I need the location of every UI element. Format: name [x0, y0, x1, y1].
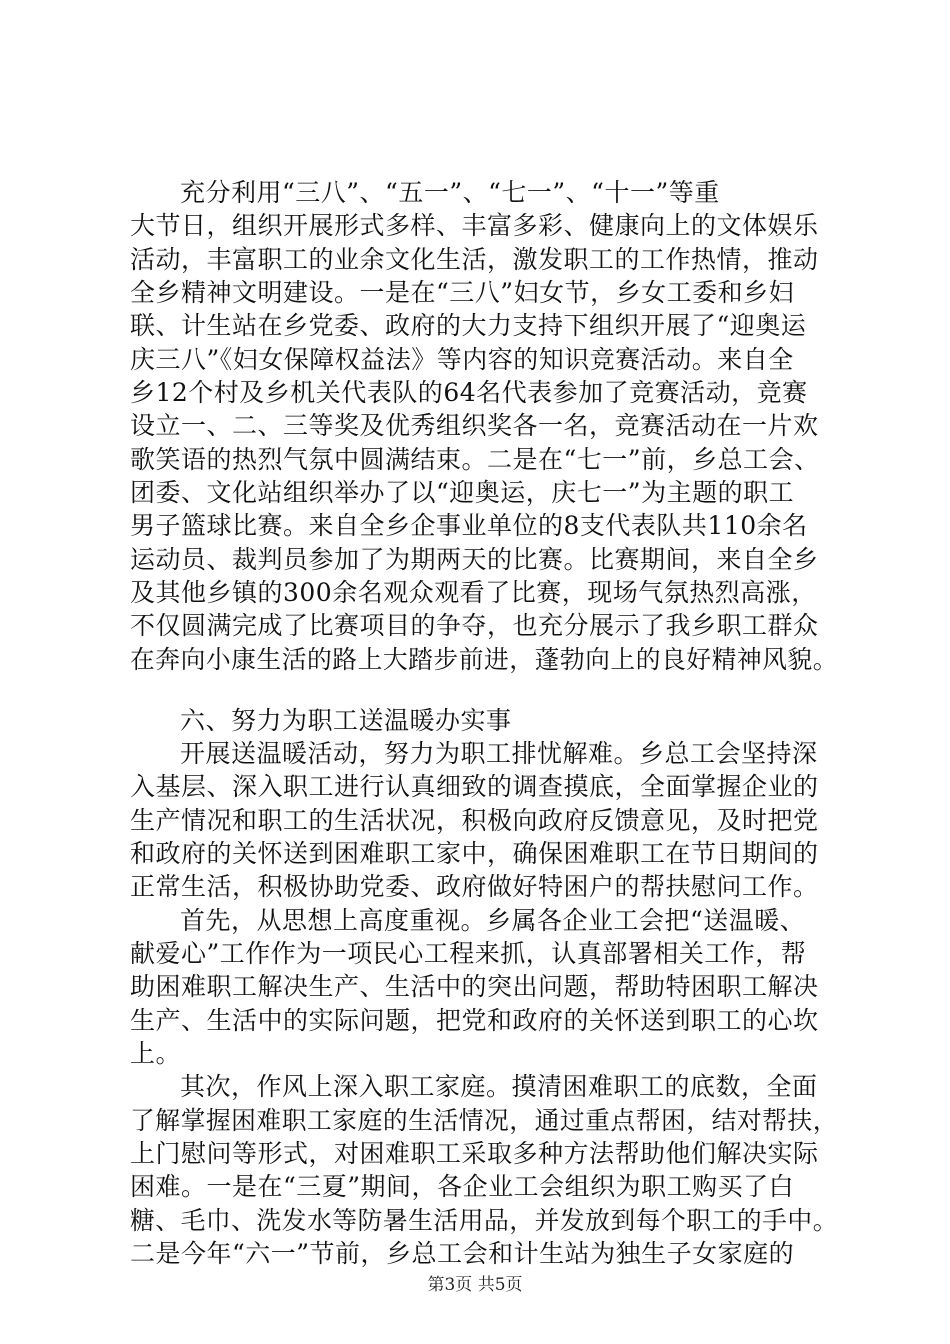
paragraph-line: 运动员、裁判员参加了为期两天的比赛。比赛期间，来自全乡: [130, 545, 819, 574]
paragraph-line: 充分利用“三八”、“五一”、“七一”、“十一”等重: [180, 178, 720, 207]
paragraph-line: 大节日，组织开展形式多样、丰富多彩、健康向上的文体娱乐: [130, 211, 819, 240]
paragraph-line: 联、计生站在乡党委、政府的大力支持下组织开展了“迎奥运: [130, 311, 807, 340]
paragraph-line: 生产、生活中的实际问题，把党和政府的关怀送到职工的心坎: [130, 1006, 819, 1035]
paragraph-line: 正常生活，积极协助党委、政府做好特困户的帮扶慰问工作。: [130, 872, 819, 901]
section-heading: 六、努力为职工送温暖办实事: [180, 706, 512, 735]
paragraph-line: 乡12个村及乡机关代表队的64名代表参加了竞赛活动，竞赛: [130, 378, 808, 407]
paragraph-line: 其次，作风上深入职工家庭。摸清困难职工的底数，全面: [180, 1072, 818, 1101]
paragraph-line: 糖、毛巾、洗发水等防暑生活用品，并发放到每个职工的手中。: [130, 1206, 839, 1235]
paragraph-line: 上门慰问等形式，对困难职工采取多种方法帮助他们解决实际: [130, 1139, 819, 1168]
paragraph-line: 开展送温暖活动，努力为职工排忧解难。乡总工会坚持深: [180, 739, 818, 768]
paragraph-line: 入基层、深入职工进行认真细致的调查摸底，全面掌握企业的: [130, 772, 819, 801]
paragraph-line: 设立一、二、三等奖及优秀组织奖各一名，竞赛活动在一片欢: [130, 411, 819, 440]
paragraph-line: 困难。一是在“三夏”期间，各企业工会组织为职工购买了白: [130, 1172, 795, 1201]
paragraph-line: 庆三八”《妇女保障权益法》等内容的知识竞赛活动。来自全: [130, 345, 794, 374]
paragraph-line: 献爱心”工作作为一项民心工程来抓，认真部署相关工作，帮: [130, 939, 807, 968]
paragraph-line: 活动，丰富职工的业余文化生活，激发职工的工作热情，推动: [130, 245, 819, 274]
paragraph-line: 了解掌握困难职工家庭的生活情况，通过重点帮困，结对帮扶，: [130, 1106, 839, 1135]
paragraph-line: 助困难职工解决生产、生活中的突出问题，帮助特困职工解决: [130, 972, 819, 1001]
paragraph-line: 男子篮球比赛。来自全乡企事业单位的8支代表队共110余名: [130, 511, 808, 540]
paragraph-line: 二是今年“六一”节前，乡总工会和计生站为独生子女家庭的: [130, 1239, 795, 1268]
paragraph-line: 团委、文化站组织举办了以“迎奥运，庆七一”为主题的职工: [130, 478, 795, 507]
paragraph-line: 和政府的关怀送到困难职工家中，确保困难职工在节日期间的: [130, 839, 819, 868]
paragraph-line: 及其他乡镇的300余名观众观看了比赛，现场气氛热烈高涨，: [130, 578, 817, 607]
paragraph-line: 在奔向小康生活的路上大踏步前进，蓬勃向上的良好精神风貌。: [130, 645, 839, 674]
paragraph-line: 不仅圆满完成了比赛项目的争夺，也充分展示了我乡职工群众: [130, 611, 819, 640]
paragraph-line: 歌笑语的热烈气氛中圆满结束。二是在“七一”前，乡总工会、: [130, 445, 820, 474]
paragraph-line: 上。: [130, 1039, 182, 1068]
paragraph-line: 全乡精神文明建设。一是在“三八”妇女节，乡女工委和乡妇: [130, 278, 795, 307]
page-footer: 第3页 共5页: [427, 1275, 523, 1295]
paragraph-line: 首先，从思想上高度重视。乡属各企业工会把“送温暖、: [180, 906, 806, 935]
paragraph-line: 生产情况和职工的生活状况，积极向政府反馈意见，及时把党: [130, 806, 819, 835]
